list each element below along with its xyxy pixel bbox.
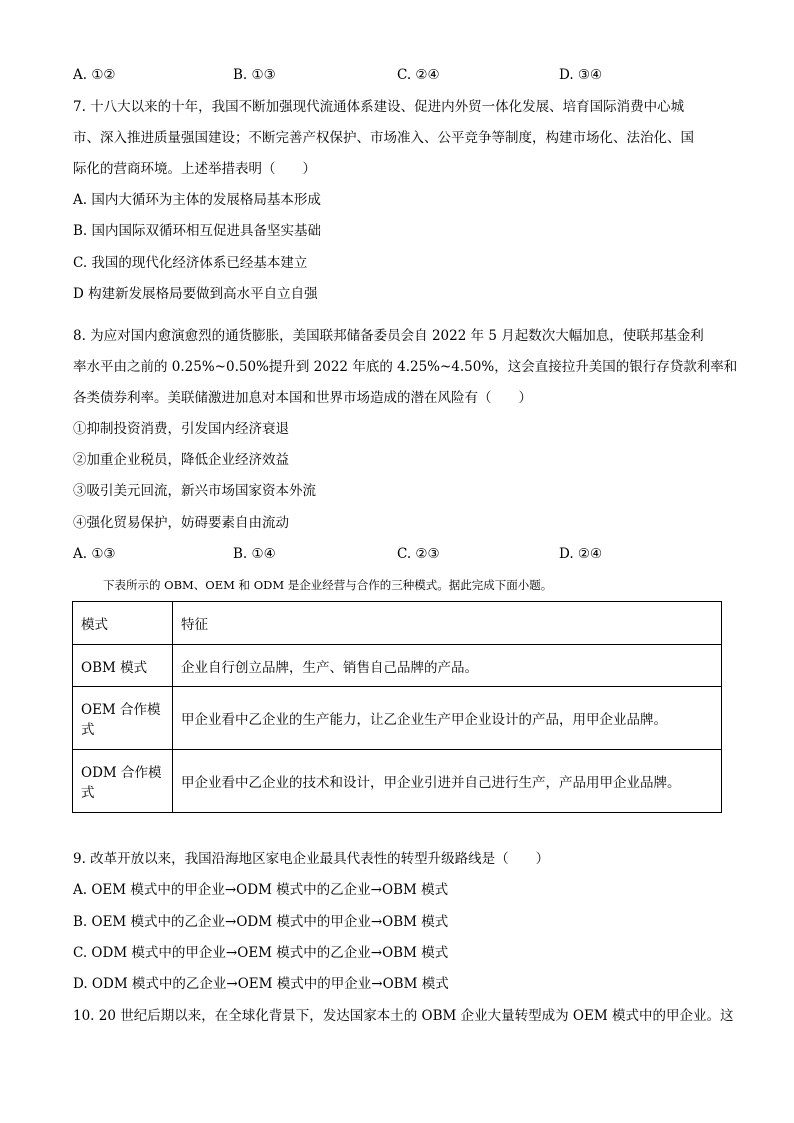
q7-option-d: D 构建新发展格局要做到高水平自立自强	[73, 286, 318, 302]
table-cell-mode: OEM 合作模式	[73, 687, 173, 750]
table-header-row	[73, 602, 722, 645]
q8-item-2: ②加重企业税员，降低企业经济效益	[73, 452, 289, 468]
table-header-mode: 模式	[73, 602, 173, 645]
q9-option-c: C. ODM 模式中的甲企业→OEM 模式中的乙企业→OBM 模式	[73, 945, 449, 961]
q9-stem: 9. 改革开放以来，我国沿海地区家电企业最具代表性的转型升级路线是（ ）	[73, 851, 550, 867]
q9-option-d: D. ODM 模式中的乙企业→OEM 模式中的甲企业→OBM 模式	[73, 976, 449, 992]
q8-option-a: A. ①③	[73, 546, 116, 562]
q9-option-a: A. OEM 模式中的甲企业→ODM 模式中的乙企业→OBM 模式	[73, 882, 449, 898]
mode-table	[72, 601, 722, 813]
q8-item-1: ①抑制投资消费，引发国内经济衰退	[73, 421, 289, 437]
q6-option-a: A. ①②	[73, 67, 116, 83]
q7-stem-line-2: 市、深入推进质量强国建设；不断完善产权保护、市场准入、公平竞争等制度，构建市场化、法治化、国	[73, 130, 694, 146]
table-cell-feature: 甲企业看中乙企业的生产能力，让乙企业生产甲企业设计的产品，用甲企业品牌。	[173, 687, 722, 750]
q8-stem-line-1: 8. 为应对国内愈演愈烈的通货膨胀，美国联邦储备委员会自 2022 年 5 月起数次大幅加息，使联邦基金利	[73, 328, 704, 344]
table-cell-feature: 甲企业看中乙企业的技术和设计，甲企业引进并自己进行生产，产品用甲企业品牌。	[173, 750, 722, 813]
q8-option-c: C. ②③	[397, 546, 440, 562]
q10-stem: 10. 20 世纪后期以来，在全球化背景下，发达国家本土的 OBM 企业大量转型成为 OEM 模式中的甲企业。这	[73, 1008, 734, 1024]
q8-option-b: B. ①④	[233, 546, 276, 562]
table-row	[73, 645, 722, 687]
q7-stem-line-1: 7. 十八大以来的十年，我国不断加强现代流通体系建设、促进内外贸一体化发展、培育国际消费中心城	[73, 99, 685, 115]
q7-option-c: C. 我国的现代化经济体系已经基本建立	[73, 255, 308, 271]
q8-option-d: D. ②④	[559, 546, 603, 562]
table-cell-mode: ODM 合作模式	[73, 750, 173, 813]
table-header-feature: 特征	[173, 602, 722, 645]
table-row	[73, 750, 722, 813]
q7-option-b: B. 国内国际双循环相互促进具备坚实基础	[73, 223, 322, 239]
q8-stem-line-2: 率水平由之前的 0.25%~0.50%提升到 2022 年底的 4.25%~4.50%，这会直接拉升美国的银行存贷款利率和	[73, 359, 738, 375]
q8-stem-line-3: 各类债券利率。美联储激进加息对本国和世界市场造成的潜在风险有（ ）	[73, 390, 532, 406]
table-cell-mode: OBM 模式	[73, 645, 173, 687]
q8-item-3: ③吸引美元回流，新兴市场国家资本外流	[73, 483, 316, 499]
q9-option-b: B. OEM 模式中的乙企业→ODM 模式中的甲企业→OBM 模式	[73, 914, 449, 930]
q6-option-d: D. ③④	[559, 67, 603, 83]
table-intro: 下表所示的 OBM、OEM 和 ODM 是企业经营与合作的三种模式。据此完成下面小题。	[103, 578, 553, 592]
q7-option-a: A. 国内大循环为主体的发展格局基本形成	[73, 192, 321, 208]
q8-item-4: ④强化贸易保护，妨碍要素自由流动	[73, 515, 289, 531]
q6-option-c: C. ②④	[397, 67, 440, 83]
table-cell-feature: 企业自行创立品牌，生产、销售自己品牌的产品。	[173, 645, 722, 687]
table-row	[73, 687, 722, 750]
q7-stem-line-3: 际化的营商环境。上述举措表明（ ）	[73, 161, 316, 177]
q6-option-b: B. ①③	[233, 67, 276, 83]
